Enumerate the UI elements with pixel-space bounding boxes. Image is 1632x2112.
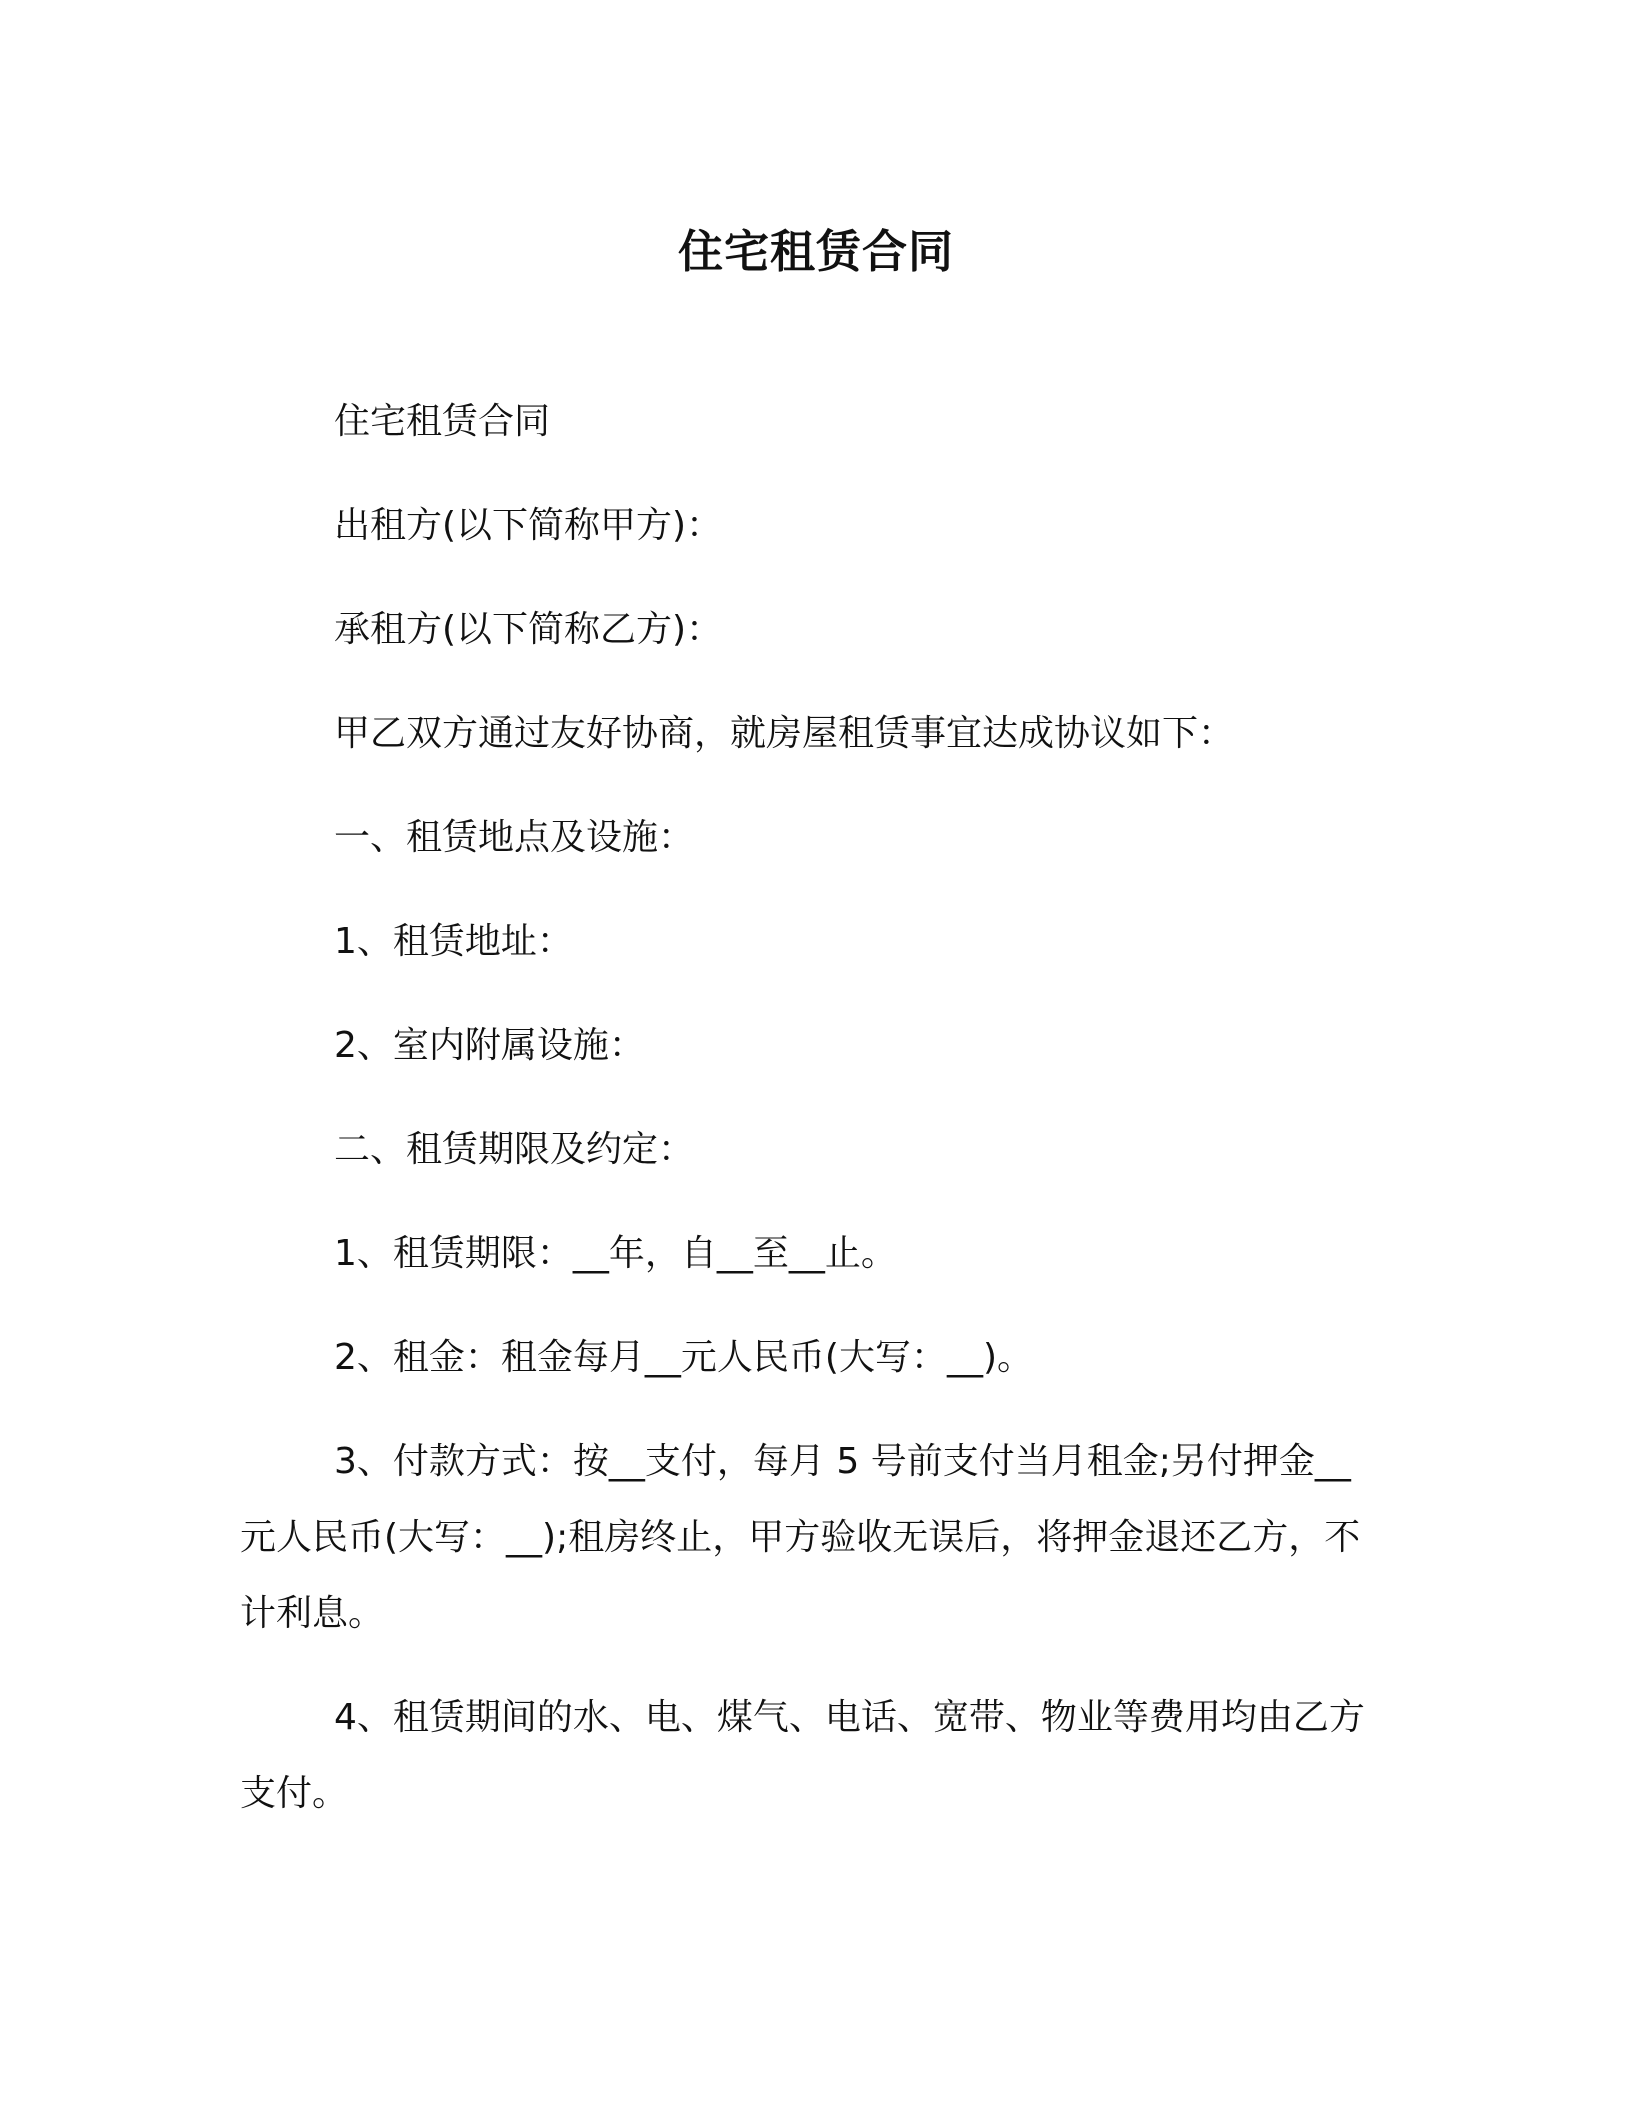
clause-address: 1、租赁地址： [334, 921, 573, 962]
document-title: 住宅租赁合同 [677, 225, 954, 278]
paragraph-lessor: 出租方(以下简称甲方)： [334, 505, 723, 546]
section-heading-location: 一、租赁地点及设施： [334, 817, 695, 858]
clause-utilities: 4、租赁期间的水、电、煤气、电话、宽带、物业等费用均由乙方支付。 [240, 1697, 1365, 1814]
paragraph-contract-name: 住宅租赁合同 [334, 401, 551, 442]
clause-term: 1、租赁期限：__年，自__至__止。 [334, 1233, 897, 1274]
clause-facilities: 2、室内附属设施： [334, 1025, 645, 1066]
section-heading-term: 二、租赁期限及约定： [334, 1129, 695, 1170]
clause-payment: 3、付款方式：按__支付，每月 5 号前支付当月租金;另付押金__元人民币(大写：__);租房终止，甲方验收无误后，将押金退还乙方，不计利息。 [240, 1441, 1361, 1634]
clause-rent: 2、租金：租金每月__元人民币(大写：__)。 [334, 1337, 1033, 1378]
paragraph-lessee: 承租方(以下简称乙方)： [334, 609, 723, 650]
paragraph-agreement-intro: 甲乙双方通过友好协商，就房屋租赁事宜达成协议如下： [334, 713, 1235, 754]
